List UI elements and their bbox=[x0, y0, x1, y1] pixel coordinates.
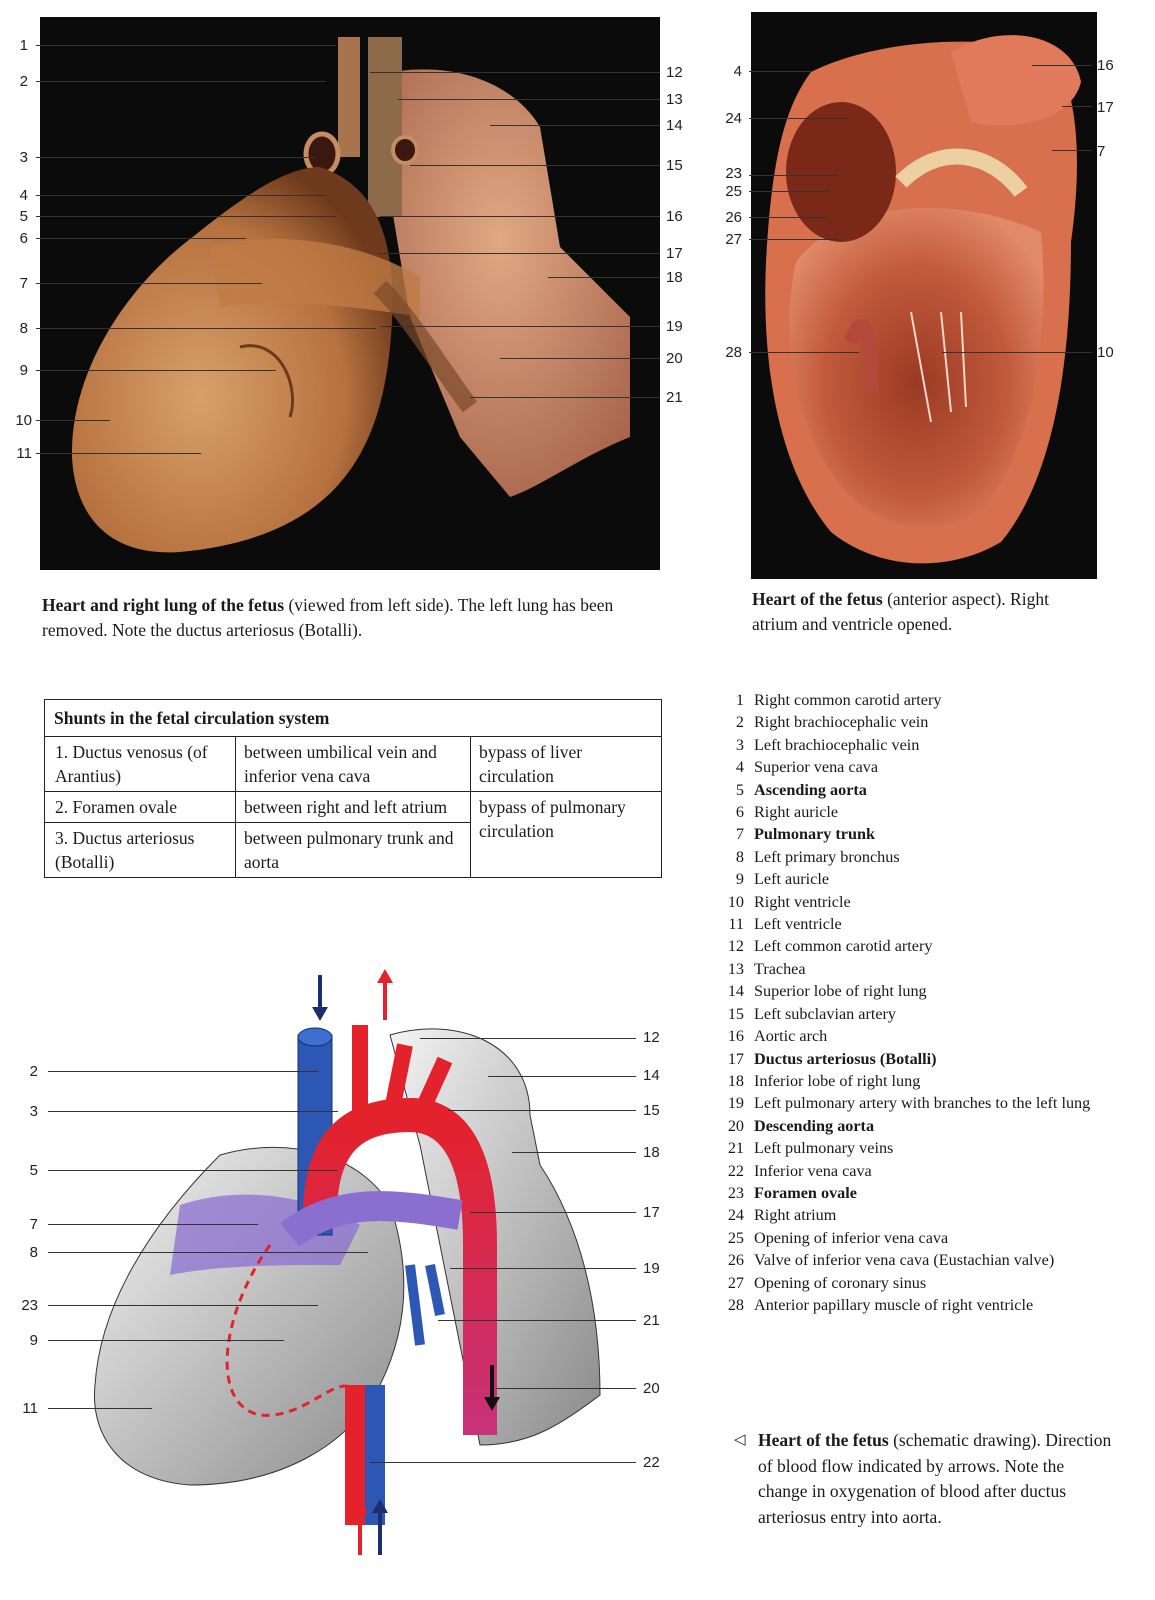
legend-text: Opening of inferior vena cava bbox=[754, 1228, 949, 1247]
label-number: 2 bbox=[19, 73, 28, 90]
legend-number: 9 bbox=[735, 870, 744, 889]
label-number: 16 bbox=[666, 208, 683, 225]
legend-number: 19 bbox=[727, 1094, 744, 1113]
legend-item bbox=[716, 1070, 1136, 1092]
legend-text: Left brachiocephalic vein bbox=[754, 735, 920, 754]
label-number: 12 bbox=[666, 64, 683, 81]
legend-text: Aortic arch bbox=[754, 1027, 828, 1046]
label-number: 9 bbox=[19, 362, 28, 379]
legend-number: 22 bbox=[727, 1161, 744, 1180]
label-number: 16 bbox=[1097, 57, 1114, 74]
shunt-between: between right and left atrium bbox=[236, 792, 471, 823]
legend-text: Left subclavian artery bbox=[754, 1004, 897, 1023]
legend-number: 14 bbox=[727, 982, 744, 1001]
legend-number: 6 bbox=[735, 803, 744, 822]
legend-number: 25 bbox=[727, 1228, 744, 1247]
legend-text: Superior lobe of right lung bbox=[754, 982, 927, 1001]
legend-text: Left pulmonary veins bbox=[754, 1139, 894, 1158]
shunt-between: between pulmonary trunk and aorta bbox=[236, 823, 471, 878]
label-number: 15 bbox=[643, 1102, 660, 1119]
label-number: 3 bbox=[19, 149, 28, 166]
legend-item bbox=[716, 958, 1136, 980]
legend-text: Inferior vena cava bbox=[754, 1161, 872, 1180]
label-number: 21 bbox=[666, 389, 683, 406]
label-number: 5 bbox=[29, 1162, 38, 1179]
legend-item bbox=[716, 689, 1136, 711]
legend-text: Right ventricle bbox=[754, 892, 851, 911]
caption-text: (schematic drawing). Direction of blood flow indicated by arrows. Note the change in oxygenation of blood after ductus arteriosus entry into aorta. bbox=[758, 1430, 1112, 1527]
label-number: 1 bbox=[19, 37, 28, 54]
legend-item bbox=[716, 1115, 1136, 1137]
legend-item bbox=[716, 913, 1136, 935]
structure-legend bbox=[716, 689, 1136, 1316]
label-number: 19 bbox=[643, 1260, 660, 1277]
label-number: 5 bbox=[19, 208, 28, 225]
label-number: 3 bbox=[29, 1103, 38, 1120]
legend-text: Left primary bronchus bbox=[754, 847, 900, 866]
label-number: 20 bbox=[643, 1380, 660, 1397]
label-number: 27 bbox=[725, 231, 742, 248]
label-number: 14 bbox=[643, 1067, 660, 1084]
legend-item bbox=[716, 734, 1136, 756]
label-number: 12 bbox=[643, 1029, 660, 1046]
legend-text: Foramen ovale bbox=[754, 1183, 857, 1202]
label-number: 10 bbox=[15, 412, 32, 429]
label-number: 15 bbox=[666, 157, 683, 174]
legend-item bbox=[716, 1204, 1136, 1226]
label-number: 17 bbox=[643, 1204, 660, 1221]
label-number: 25 bbox=[725, 183, 742, 200]
photo2-caption bbox=[752, 587, 1092, 637]
legend-number: 16 bbox=[727, 1027, 744, 1046]
legend-number: 15 bbox=[727, 1004, 744, 1023]
legend-item bbox=[716, 1003, 1136, 1025]
legend-text: Anterior papillary muscle of right ventricle bbox=[754, 1295, 1034, 1314]
caption-title: Heart of the fetus bbox=[752, 589, 883, 609]
legend-number: 21 bbox=[727, 1139, 744, 1158]
legend-text: Right atrium bbox=[754, 1206, 837, 1225]
shunt-name: 2. Foramen ovale bbox=[45, 792, 236, 823]
label-number: 28 bbox=[725, 344, 742, 361]
legend-number: 10 bbox=[727, 892, 744, 911]
table-row bbox=[45, 737, 662, 792]
photo-fetal-heart-opened bbox=[751, 12, 1097, 579]
label-number: 22 bbox=[643, 1454, 660, 1471]
shunt-name: 3. Ductus arteriosus (Botalli) bbox=[45, 823, 236, 878]
legend-text: Left ventricle bbox=[754, 915, 842, 934]
legend-text: Left common carotid artery bbox=[754, 937, 933, 956]
label-number: 8 bbox=[29, 1244, 38, 1261]
legend-number: 7 bbox=[735, 825, 744, 844]
shunts-table bbox=[44, 699, 662, 878]
label-number: 11 bbox=[22, 1400, 38, 1417]
label-number: 20 bbox=[666, 350, 683, 367]
legend-text: Ascending aorta bbox=[754, 780, 867, 799]
legend-number: 24 bbox=[727, 1206, 744, 1225]
legend-text: Trachea bbox=[754, 959, 806, 978]
legend-number: 11 bbox=[728, 915, 744, 934]
legend-item bbox=[716, 1092, 1136, 1114]
shunt-bypass: bypass of liver circulation bbox=[471, 737, 662, 792]
label-number: 2 bbox=[29, 1063, 38, 1080]
legend-item bbox=[716, 1249, 1136, 1271]
legend-item bbox=[716, 1294, 1136, 1316]
legend-item bbox=[716, 1182, 1136, 1204]
legend-number: 3 bbox=[735, 735, 744, 754]
label-number: 9 bbox=[29, 1332, 38, 1349]
legend-number: 8 bbox=[735, 847, 744, 866]
label-number: 26 bbox=[725, 209, 742, 226]
legend-number: 2 bbox=[735, 713, 744, 732]
caption-title: Heart and right lung of the fetus bbox=[42, 595, 285, 615]
legend-text: Right common carotid artery bbox=[754, 691, 942, 709]
legend-number: 5 bbox=[735, 780, 744, 799]
legend-number: 1 bbox=[735, 691, 744, 709]
legend-item bbox=[716, 891, 1136, 913]
legend-number: 4 bbox=[735, 758, 744, 777]
label-number: 7 bbox=[1097, 143, 1106, 160]
legend-item bbox=[716, 1272, 1136, 1294]
caption-text: (viewed from left side). The left lung has been removed. Note the ductus arteriosus (Botalli). bbox=[42, 595, 614, 640]
caption-title: Heart of the fetus bbox=[758, 1430, 889, 1450]
label-number: 6 bbox=[19, 230, 28, 247]
label-number: 4 bbox=[19, 187, 28, 204]
legend-number: 23 bbox=[727, 1183, 744, 1202]
legend-number: 12 bbox=[727, 937, 744, 956]
opened-heart-photo-illustration bbox=[751, 12, 1097, 579]
label-number: 17 bbox=[666, 245, 683, 262]
photo1-caption bbox=[42, 593, 672, 643]
legend-item bbox=[716, 868, 1136, 890]
legend-number: 20 bbox=[727, 1116, 744, 1135]
legend-text: Opening of coronary sinus bbox=[754, 1273, 927, 1292]
label-number: 21 bbox=[643, 1312, 660, 1329]
legend-text: Left auricle bbox=[754, 870, 830, 889]
legend-item bbox=[716, 1025, 1136, 1047]
legend-text: Inferior lobe of right lung bbox=[754, 1071, 921, 1090]
label-number: 18 bbox=[666, 269, 683, 286]
legend-text: Pulmonary trunk bbox=[754, 825, 875, 844]
label-number: 24 bbox=[725, 110, 742, 127]
label-number: 8 bbox=[19, 320, 28, 337]
label-number: 14 bbox=[666, 117, 683, 134]
table-title: Shunts in the fetal circulation system bbox=[45, 700, 662, 737]
label-number: 11 bbox=[16, 445, 32, 462]
label-number: 18 bbox=[643, 1144, 660, 1161]
label-number: 7 bbox=[19, 275, 28, 292]
schematic-heart-drawing bbox=[60, 965, 620, 1565]
legend-item bbox=[716, 1160, 1136, 1182]
legend-text: Valve of inferior vena cava (Eustachian valve) bbox=[754, 1251, 1055, 1270]
caption-text: (anterior aspect). Right atrium and ventricle opened. bbox=[752, 589, 1049, 634]
legend-number: 17 bbox=[727, 1049, 744, 1068]
label-number: 4 bbox=[733, 63, 742, 80]
legend-item bbox=[716, 779, 1136, 801]
legend-text: Left pulmonary artery with branches to the left lung bbox=[754, 1094, 1091, 1113]
table-row bbox=[45, 792, 662, 823]
label-number: 10 bbox=[1097, 344, 1114, 361]
shunt-between: between umbilical vein and inferior vena cava bbox=[236, 737, 471, 792]
legend-item bbox=[716, 980, 1136, 1002]
legend-text: Superior vena cava bbox=[754, 758, 879, 777]
pointer-left-icon: ◁ bbox=[734, 1432, 746, 1448]
legend-number: 13 bbox=[727, 959, 744, 978]
legend-text: Descending aorta bbox=[754, 1116, 875, 1135]
legend-item bbox=[716, 1227, 1136, 1249]
label-number: 13 bbox=[666, 91, 683, 108]
legend-item bbox=[716, 756, 1136, 778]
label-number: 23 bbox=[725, 165, 742, 182]
shunt-bypass: bypass of pulmonary circulation bbox=[471, 792, 662, 878]
drawing-caption bbox=[734, 1428, 1114, 1530]
legend-number: 28 bbox=[727, 1295, 744, 1314]
legend-number: 18 bbox=[727, 1071, 744, 1090]
legend-item bbox=[716, 711, 1136, 733]
legend-text: Ductus arteriosus (Botalli) bbox=[754, 1049, 937, 1068]
legend-item bbox=[716, 935, 1136, 957]
legend-number: 26 bbox=[727, 1251, 744, 1270]
label-number: 17 bbox=[1097, 99, 1114, 116]
schematic-illustration bbox=[60, 965, 620, 1565]
label-number: 23 bbox=[21, 1297, 38, 1314]
legend-item bbox=[716, 823, 1136, 845]
label-number: 7 bbox=[29, 1216, 38, 1233]
legend-text: Right brachiocephalic vein bbox=[754, 713, 929, 732]
legend-item bbox=[716, 1137, 1136, 1159]
legend-text: Right auricle bbox=[754, 803, 839, 822]
legend-number: 27 bbox=[727, 1273, 744, 1292]
label-number: 19 bbox=[666, 318, 683, 335]
legend-item bbox=[716, 846, 1136, 868]
shunt-name: 1. Ductus venosus (of Arantius) bbox=[45, 737, 236, 792]
legend-item bbox=[716, 1048, 1136, 1070]
legend-item bbox=[716, 801, 1136, 823]
